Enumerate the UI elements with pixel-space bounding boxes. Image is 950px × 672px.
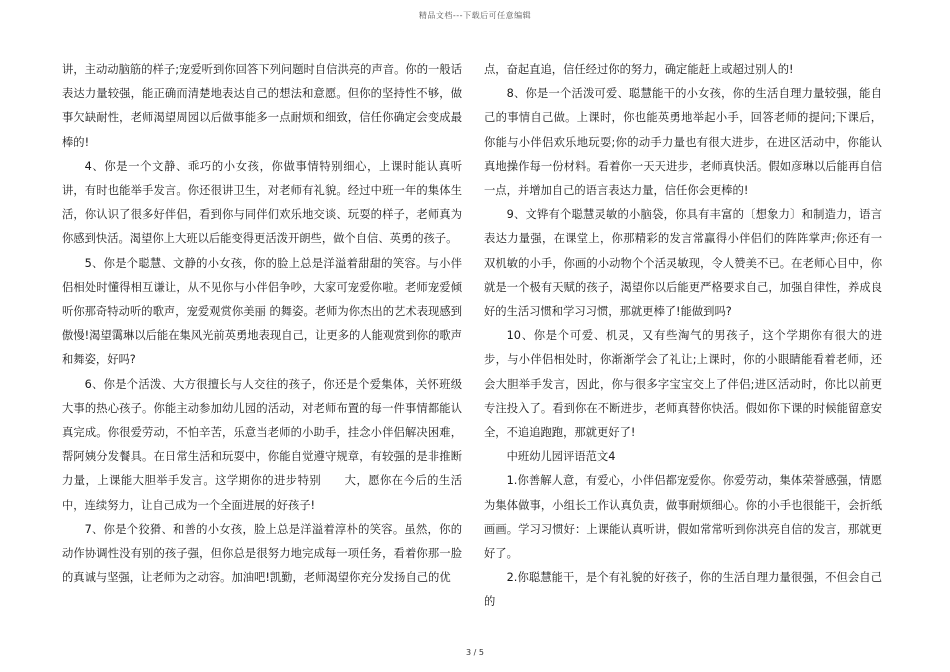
- paragraph: 9、文铧有个聪慧灵敏的小脑袋，你具有丰富的〔想象力〕和制造力，语言表达力量强，在课堂上，你那精彩的发言常赢得小伴侣们的阵阵掌声;你还有一双机敏的小手，你画的小动物个个活灵敏现，令人赞美不已。在老师心目中，你就是一个极有天赋的孩子，渴望你以后能更严格要求自己，加强自律性，养成良好的生活习惯和学习习惯，那就更棒了!能做到吗?: [484, 208, 882, 319]
- paragraph: 7、你是个狡猾、和善的小女孩，脸上总是洋溢着淳朴的笑容。虽然，你的动作协调性没有别的孩子强，但你总是很努力地完成每一项任务，看着你那一脸的真诚与坚强，让老师为之动容。加油吧!凯勤，老师渴望你充分发扬自己的优: [62, 522, 462, 585]
- paragraph: 8、你是一个活泼可爱、聪慧能干的小女孩，你的生活自理力量较强，能自己的事情自己做。上课时，你也能英勇地举起小手，回答老师的提问;下课后，你能与小伴侣欢乐地玩耍;你的动手力量也有很大进步，在进区活动中，你能认真地操作每一份材料。看着你一天天进步，老师真快活。假如彦琳以后能再自信一点，并增加自己的语言表达力量，信任你会更棒的!: [484, 87, 882, 198]
- page-header: 精品文档---下载后可任意编辑: [418, 11, 532, 20]
- paragraph: 6、你是个活泼、大方很擅长与人交往的孩子，你还是个爱集体，关怀班级大事的热心孩子。你能主动参加幼儿园的活动，对老师布置的每一件事情都能认真完成。你很爱劳动，不怕辛苦，乐意当老师的小助手，挂念小伴侣解决困难，帮阿姨分发餐具。在日常生活和玩耍中，你能自觉遵守规章，有较强的是非推断力量，上课能大胆举手发言。这学期你的进步特别 大，愿你在今后的生活中，连续努力，让自己成为一个全面进展的好孩子!: [62, 377, 462, 512]
- paragraph: 10、你是个可爱、机灵，又有些淘气的男孩子，这个学期你有很大的进步，与小伴侣相处时，你渐渐学会了礼让;上课时，你的小眼睛能看着老师，还会大胆举手发言，因此，你与很多字宝宝交上了伴侣;进区活动时，你比以前更专注投入了。看到你在不断进步，老师真替你快活。假如你下课的时候能留意安全，不追追跑跑，那就更好了!: [484, 329, 882, 440]
- right-column: [484, 58, 882, 615]
- left-column: [62, 58, 462, 590]
- paragraph: 2.你聪慧能干，是个有礼貌的好孩子，你的生活自理力量很强，不但会自己的: [484, 571, 882, 609]
- page-number: 3 / 5: [466, 648, 484, 657]
- paragraph: 4、你是一个文静、乖巧的小女孩，你做事情特别细心，上课时能认真听讲，有时也能举手发言。你还很讲卫生，对老师有礼貌。经过中班一年的集体生活，你认识了很多好伴侣，看到你与同伴们欢乐地交谈、玩耍的样子，老师真为你感到快活。渴望你上大班以后能变得更活泼开朗些，做个自信、英勇的孩子。: [62, 159, 462, 246]
- paragraph: 5、你是个聪慧、文静的小女孩，你的脸上总是洋溢着甜甜的笑容。与小伴侣相处时懂得相互谦让，从不见你与小伴侣争吵，大家可宠爱你啦。老师宠爱倾听你那奇特动听的歌声，宠爱观赏你美丽 的舞姿。老师为你杰出的艺术表现感到傲慢!渴望霭琳以后能在集风光前英勇地表现自己，让更多的人能观赏到你的歌声和舞姿，好吗?: [62, 256, 462, 367]
- section-heading: 中班幼儿园评语范文4: [506, 450, 616, 464]
- paragraph: 讲，主动动脑筋的样子;宠爱听到你回答下列问题时自信洪亮的声音。你的一般话表达力量较强，能正确而清楚地表达自己的想法和意愿。但你的坚持性不够，做事欠缺耐性，老师渴望周园以后做事能多一点耐烦和细致，信任你确定会变成最棒的!: [62, 63, 462, 149]
- paragraph: 点，奋起直追，信任经过你的努力，确定能赶上或超过别人的!: [484, 63, 794, 76]
- paragraph: 1.你善解人意，有爱心，小伴侣都宠爱你。你爱劳动，集体荣誉感强，情愿为集体做事，小组长工作认真负责，做事耐烦细心。你的小手也很能干，会折纸画画。学习习惯好：上课能认真听讲，假如常常听到你洪亮自信的发言，那就更好了。: [484, 474, 882, 561]
